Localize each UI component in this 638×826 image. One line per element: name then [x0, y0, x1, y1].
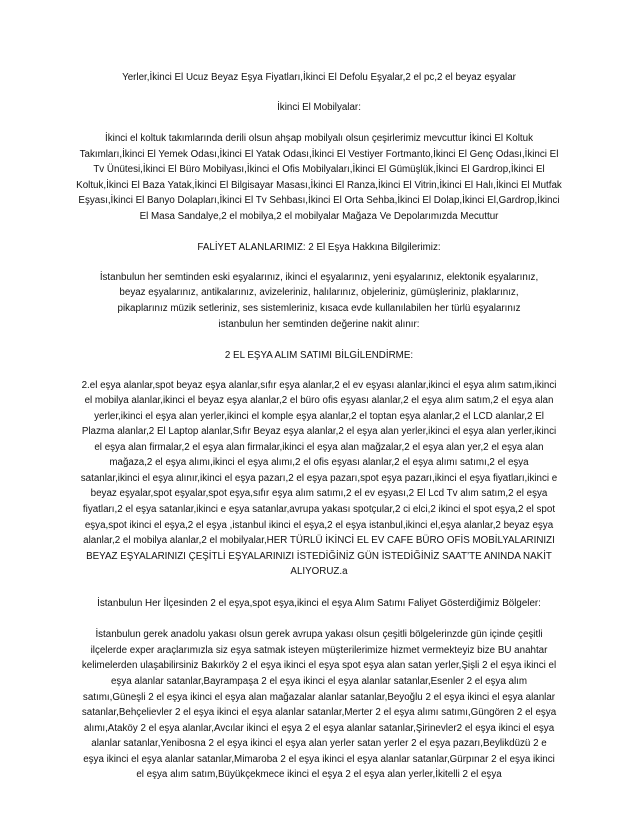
title-line: Yerler,İkinci El Ucuz Beyaz Eşya Fiyatları,İkinci El Defolu Eşyalar,2 el pc,2 el beyaz eşyalar: [122, 72, 516, 83]
heading-bolgeler: İstanbulun Her İlçesinden 2 el eşya,spot eşya,ikinci el eşya Alım Satımı Faliyet Gösterdiğimiz Bölgeler:: [97, 597, 541, 609]
paragraph-alim-satim: 2.el eşya alanlar,spot beyaz eşya alanlar,sıfır eşya alanlar,2 el ev eşyası alanlar,ikinci el eşya alım satım,ikinci el mobilya alanlar,ikinci el beyaz eşya alanlar,2 el büro ofis eşyası alanlar,2 el eşya alım satım,2 el eşya alan yerler,ikinci el eşya alan yerler,ikinci el komple eşya alanlar,2 el toptan eşya alanlar,2 el LCD alanlar,2 El Plazma alanlar,2 El Laptop alanlar,Sıfır Beyaz eşya alanlar,2 el eşya alan yerler,ikinci el eşya alan yerler,ikinci el eşya alan firmalar,2 el eşya alan firmalar,ikinci el eşya alan mağzalar,2 el eşya alan yer,2 el eşya alan mağaza,2 el eşya alımı,ikinci el eşya alımı,2 el ofis eşyası alanlar,2 el eşya alımı satımı,2 el eşya satanlar,ikinci el eşya alınır,ikinci el eşya pazarı,2 el eşya pazarı,spot eşya pazarı,ikinci el eşya fiyatları,ikinci e beyaz eşyalar,spot eşyalar,spot eşya,sıfır eşya alım satımı,2 el ev eşyası,2 El Lcd Tv alım satım,2 el eşya fiyatları,2 el eşya satanlar,ikinci e eşya satanlar,avrupa yakası spotçular,2 ci elci,2 ikinci el spot eşya,2 el spot eşya,spot ikinci el eşya,2 el eşya ,istanbul ikinci el eşya,2 el eşya istanbul,ikinci el,eşya alanlar,2 beyaz eşya alanlar,2 el mobilya alanlar,2 el mobilyalar,HER TÜRLÜ İKİNCİ EL EV CAFE BÜRO OFİS MOBİLYALARINIZI BEYAZ EŞYALARINIZI ÇEŞİTLİ EŞYALARINIZI İSTEDİĞİNİZ GÜN İSTEDİĞİNİZ SAAT’TE ANINDA NAKİT ALIYORUZ.a: [80, 379, 558, 578]
paragraph-mobilyalar: İkinci el koltuk takımlarında derili olsun ahşap mobilyalı olsun çeşirlerimiz mevcuttur İkinci El Koltuk Takımları,İkinci El Yemek Odası,İkinci El Yatak Odası,İkinci El Vestiyer Fortmanto,İkinci El Genç Odası,İkinci El Tv Ünütesi,İkinci El Büro Mobilyası,İkinci el Ofis Mobilyaları,İkinci El Gümüşlük,İkinci El Gardrop,İkinci El Koltuk,İkinci El Baza Yatak,İkinci El Bilgisayar Masası,İkinci El Ranza,İkinci El Vitrin,İkinci El Halı,İkinci El Mutfak Eşyası,İkinci El Banyo Dolapları,İkinci El Tv Sehbası,İkinci El Orta Sehba,İkinci El Dolap,İkinci El,Gardrop,İkinci El Masa Sandalye,2 el mobilya,2 el mobilyalar Mağaza Ve Depolarımızda Mecuttur: [76, 133, 562, 222]
heading-faaliyet: FALİYET ALANLARIMIZ: 2 El Eşya Hakkına Bilgilerimiz:: [197, 242, 441, 254]
heading-alim-satim: 2 EL EŞYA ALIM SATIMI BİLGİLENDİRME:: [224, 350, 414, 362]
paragraph-bolgeler: İstanbulun gerek anadolu yakası olsun gerek avrupa yakası olsun çeşitli bölgelerinzde gün içinde çeşitli ilçelerde exper araçlarımızla siz eşya satmak isteyen müşterilerimize hizmet vermekteyiz bize BU anahtar kelimelerden ulaşabilirsiniz Bakırköy 2 el eşya ikinci el eşya spot eşya alan satan yerler,Şişli 2 el eşya ikinci el eşya alanlar satanlar,Bayrampaşa 2 el eşya ikinci el eşya alanlar satanlar,Esenler 2 el eşya alım satımı,Güneşli 2 el eşya ikinci el eşya alan mağazalar alanlar satanlar,Beyoğlu 2 el eşya ikinci el eşya alanlar satanlar,Behçelievler 2 el eşya ikinci el eşya alanlar satanlar,Merter 2 el eşya alımı satımı,Güngören 2 el eşya alımı,Ataköy 2 el eşya alanlar,Avcılar ikinci el eşya 2 el eşya alanlar satanlar,Şirinevler2 el eşya ikinci el eşya alanlar satanlar,Yenibosna 2 el eşya ikinci el eşya alan yerler satan yerler 2 el eşya pazarı,Beylikdüzü 2 e eşya ikinci el eşya alanlar satanlar,Mimaroba 2 el eşya ikinci el eşya alanlar satanlar,Gürpınar 2 el eşya ikinci el eşya alım satım,Büyükçekmece ikinci el eşya 2 el eşya alan yerler,İkitelli 2 el eşya: [81, 629, 557, 781]
paragraph-faaliyet: İstanbulun her semtinden eski eşyalarınız, ikinci el eşyalarınız, yeni eşyalarınız, elektonik eşyalarınız, beyaz eşyalarınız, antikalarınız, avizeleriniz, halılarınız, objeleriniz, gümüşleriniz, plaklarınız, pikaplarınız müzik setleriniz, ses sistemleriniz, kısaca evde kullanılabilen her türlü eşyalarınız istanbulun her semtinden değerine nakit alınır:: [99, 271, 539, 330]
heading-mobilyalar: İkinci El Mobilyalar:: [277, 101, 361, 113]
